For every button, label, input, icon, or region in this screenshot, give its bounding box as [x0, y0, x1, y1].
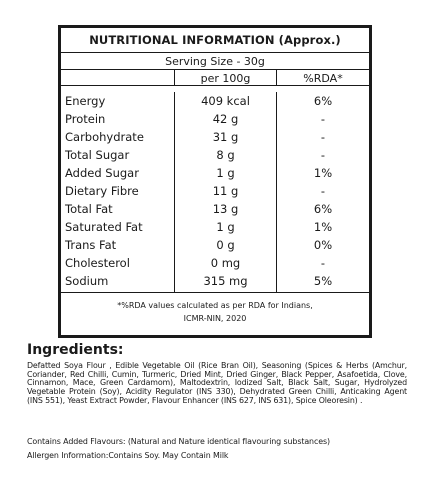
per100-value: 8 g	[216, 148, 235, 162]
nutrient-names-column	[61, 92, 174, 292]
per100-value: 11 g	[212, 184, 239, 198]
nutrition-panel	[58, 25, 372, 338]
nutrient-name: Cholesterol	[65, 256, 130, 270]
per100-value: 31 g	[212, 130, 239, 144]
rda-value: 6%	[313, 202, 333, 216]
nutrient-name: Sodium	[65, 274, 109, 288]
per100-value: 0 mg	[210, 256, 241, 270]
nutrient-name: Total Sugar	[65, 148, 130, 162]
rda-footnote	[61, 293, 369, 325]
panel-title: NUTRITIONAL INFORMATION (Approx.)	[89, 33, 341, 47]
nutrient-name: Trans Fat	[65, 238, 117, 252]
rda-value: -	[320, 256, 326, 270]
added-flavours-statement: Contains Added Flavours: (Natural and Nature identical flavouring substances)	[27, 437, 330, 446]
rda-value: -	[320, 148, 326, 162]
rda-value: 1%	[313, 166, 333, 180]
footnote-line: ICMR-NIN, 2020	[183, 314, 247, 323]
footnote-line: *%RDA values calculated as per RDA for Indians,	[117, 301, 313, 310]
per100-column-header: per 100g	[174, 70, 276, 85]
nutrient-name: Total Fat	[65, 202, 113, 216]
rda-value: 0%	[313, 238, 333, 252]
rda-value: -	[320, 184, 326, 198]
nutrient-name: Protein	[65, 112, 106, 126]
per100-value: 42 g	[212, 112, 239, 126]
per100-value: 315 mg	[203, 274, 248, 288]
per100-value: 0 g	[216, 238, 235, 252]
nutrient-name: Dietary Fibre	[65, 184, 139, 198]
ingredients-list: Defatted Soya Flour , Edible Vegetable Oil (Rice Bran Oil), Seasoning (Spices & Herbs (Amchur, Coriander, Red Chilli, Cumin, Turmeric, Dried Mint, Dried Ginger, Black Pepper, Asafoetida, Clove, Cinnamon, Mace, Green Cardamom), Maltodextrin, Iodized Salt, Black Salt, Sugar, Hydrolyzed Vegetable Protein (Soy), Acidity Regulator (INS 330), Dehydrated Green Chilli, Anticaking Agent (INS 551), Yeast Extract Powder, Flavour Enhancer (INS 627, INS 631), Spice Oleoresin) .	[27, 361, 407, 405]
ingredients-heading: Ingredients:	[27, 342, 124, 358]
nutrient-name: Saturated Fat	[65, 220, 143, 234]
per100-value: 13 g	[212, 202, 239, 216]
rda-column-header: %RDA*	[276, 70, 369, 85]
per100-column	[174, 92, 276, 292]
nutrient-column-header	[61, 70, 174, 85]
rda-value: -	[320, 130, 326, 144]
allergen-information: Allergen Information:Contains Soy. May Contain Milk	[27, 451, 229, 460]
per100-value: 409 kcal	[201, 94, 250, 108]
per100-value: 1 g	[216, 220, 235, 234]
nutrient-name: Added Sugar	[65, 166, 139, 180]
rda-column	[276, 92, 369, 292]
rda-value: -	[320, 112, 326, 126]
rda-value: 1%	[313, 220, 333, 234]
nutrient-name: Energy	[65, 94, 106, 108]
nutrient-name: Carbohydrate	[65, 130, 144, 144]
serving-size: Serving Size - 30g	[61, 52, 369, 69]
rda-value: 6%	[313, 94, 333, 108]
column-header	[61, 69, 369, 86]
nutrient-rows	[61, 86, 369, 293]
rda-value: 5%	[313, 274, 333, 288]
per100-value: 1 g	[216, 166, 235, 180]
